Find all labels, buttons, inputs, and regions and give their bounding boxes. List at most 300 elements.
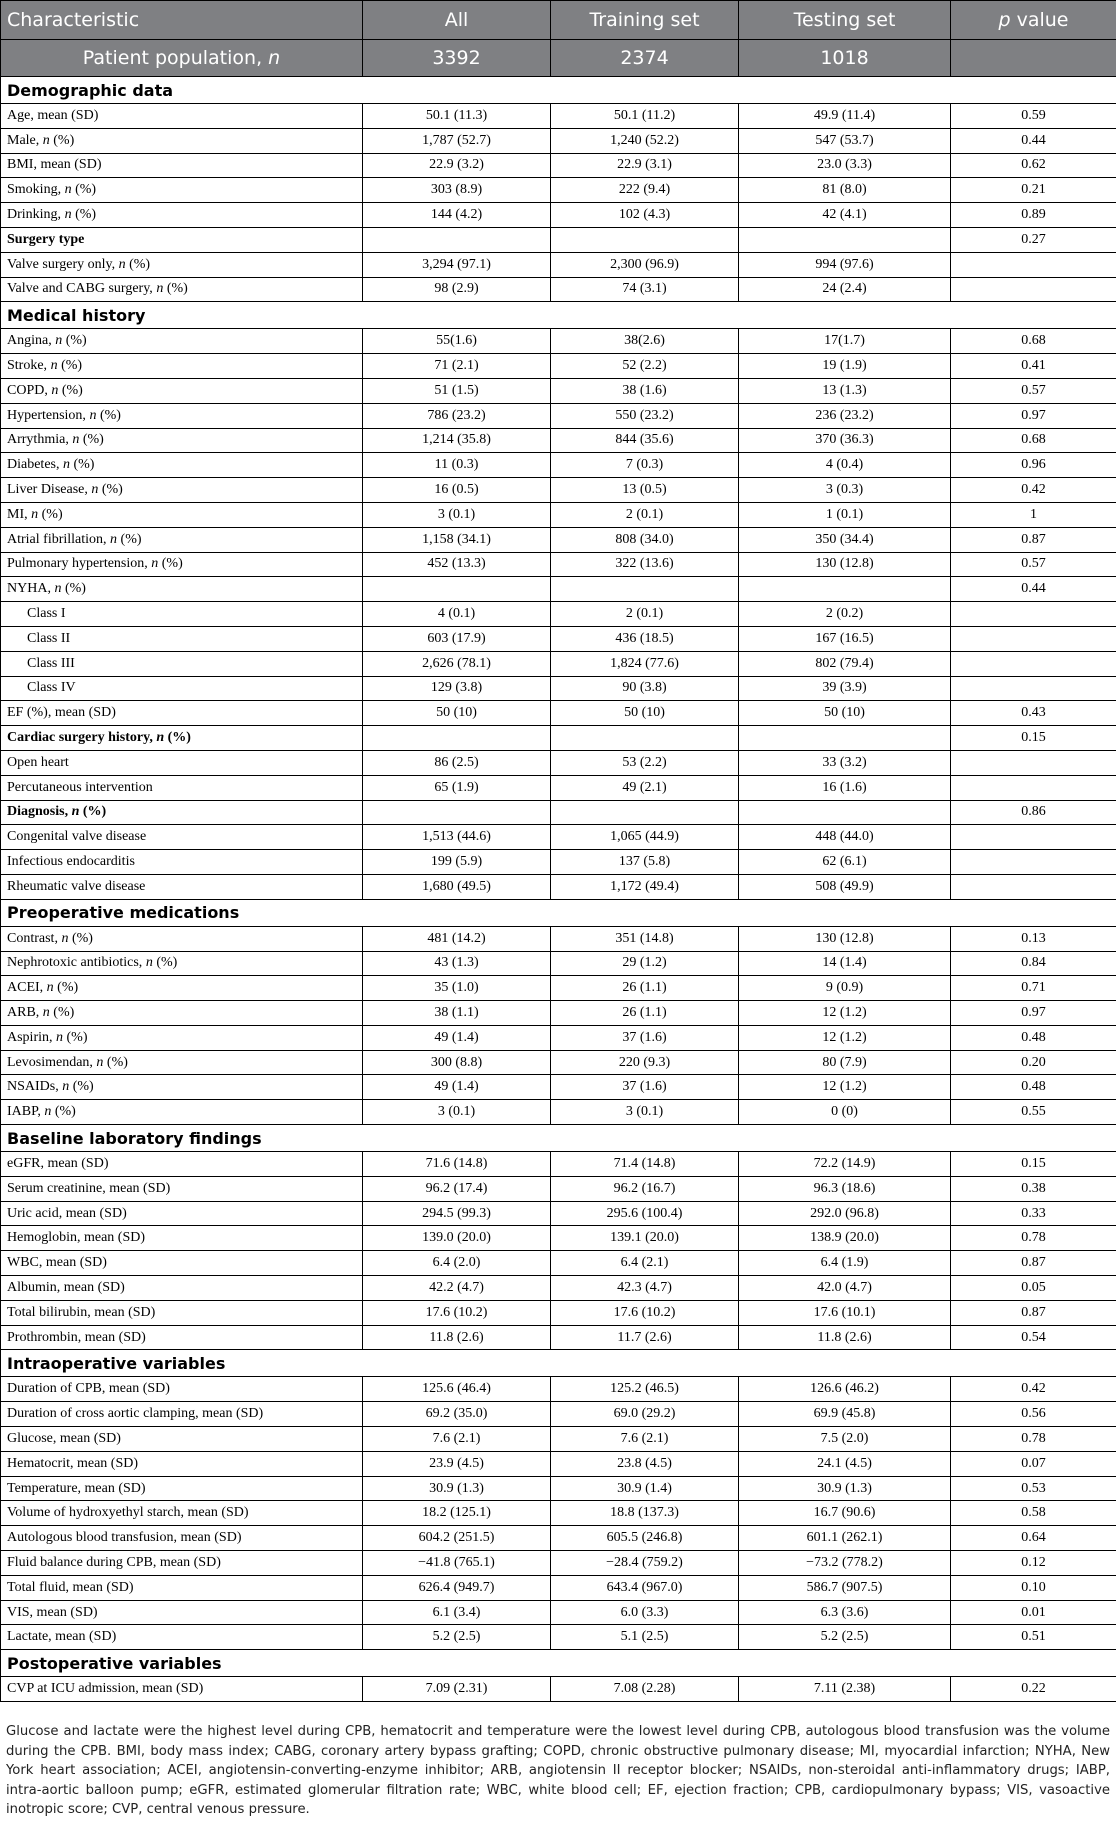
cell-testing: 39 (3.9) [739, 676, 951, 701]
table-row [1, 577, 1116, 602]
cell-p-value: 0.71 [951, 976, 1116, 1001]
cell-testing: 236 (23.2) [739, 403, 951, 428]
table-row [1, 1476, 1116, 1501]
population-row [1, 40, 1116, 77]
cell-all: 1,513 (44.6) [363, 825, 551, 850]
cell-all: 22.9 (3.2) [363, 153, 551, 178]
table-row [1, 874, 1116, 899]
row-label: Age, mean (SD) [1, 104, 363, 129]
row-label: Infectious endocarditis [1, 850, 363, 875]
cell-p-value: 0.86 [951, 800, 1116, 825]
cell-all: 17.6 (10.2) [363, 1300, 551, 1325]
cell-all: 786 (23.2) [363, 403, 551, 428]
cell-testing: 130 (12.8) [739, 926, 951, 951]
cell-all: 3 (0.1) [363, 502, 551, 527]
cell-training: 42.3 (4.7) [551, 1276, 739, 1301]
table-row [1, 1100, 1116, 1125]
cell-p-value: 0.42 [951, 1377, 1116, 1402]
table-row [1, 1600, 1116, 1625]
cell-p-value: 0.21 [951, 178, 1116, 203]
cell-p-value: 0.84 [951, 951, 1116, 976]
row-label: Temperature, mean (SD) [1, 1476, 363, 1501]
table-row [1, 277, 1116, 302]
row-label: Total bilirubin, mean (SD) [1, 1300, 363, 1325]
cell-testing: 601.1 (262.1) [739, 1526, 951, 1551]
table-row [1, 1451, 1116, 1476]
table-row [1, 552, 1116, 577]
row-label: NSAIDs, n (%) [1, 1075, 363, 1100]
table-row [1, 378, 1116, 403]
cell-all: 96.2 (17.4) [363, 1176, 551, 1201]
cell-all: 303 (8.9) [363, 178, 551, 203]
table-row [1, 1575, 1116, 1600]
cell-p-value: 0.33 [951, 1201, 1116, 1226]
cell-p-value: 0.97 [951, 403, 1116, 428]
cell-testing: 14 (1.4) [739, 951, 951, 976]
cell-testing: 13 (1.3) [739, 378, 951, 403]
cell-p-value: 0.48 [951, 1025, 1116, 1050]
cell-p-value: 0.15 [951, 1152, 1116, 1177]
cell-training: 2 (0.1) [551, 502, 739, 527]
cell-training: 22.9 (3.1) [551, 153, 739, 178]
table-row [1, 1402, 1116, 1427]
cell-training: 1,824 (77.6) [551, 651, 739, 676]
cell-training: 38(2.6) [551, 329, 739, 354]
cell-testing: 30.9 (1.3) [739, 1476, 951, 1501]
cell-testing [739, 800, 951, 825]
table-row [1, 1276, 1116, 1301]
cell-training: 808 (34.0) [551, 527, 739, 552]
row-label: Duration of cross aortic clamping, mean (SD) [1, 1402, 363, 1427]
row-label: Diagnosis, n (%) [1, 800, 363, 825]
cell-training: 30.9 (1.4) [551, 1476, 739, 1501]
table-row [1, 825, 1116, 850]
table-row [1, 1251, 1116, 1276]
row-label: EF (%), mean (SD) [1, 701, 363, 726]
cell-testing: 17(1.7) [739, 329, 951, 354]
cell-p-value: 0.96 [951, 453, 1116, 478]
table-row [1, 354, 1116, 379]
cell-all: 30.9 (1.3) [363, 1476, 551, 1501]
cell-p-value: 0.44 [951, 577, 1116, 602]
cell-p-value [951, 850, 1116, 875]
cell-p-value: 0.68 [951, 428, 1116, 453]
table-row [1, 750, 1116, 775]
section-row [1, 77, 1116, 104]
cell-training: 2 (0.1) [551, 602, 739, 627]
row-label: Smoking, n (%) [1, 178, 363, 203]
table-row [1, 775, 1116, 800]
cell-all: 139.0 (20.0) [363, 1226, 551, 1251]
cell-p-value [951, 750, 1116, 775]
table-row [1, 1176, 1116, 1201]
table-row [1, 203, 1116, 228]
cell-p-value [951, 626, 1116, 651]
row-label: Atrial fibrillation, n (%) [1, 527, 363, 552]
cell-p-value [951, 874, 1116, 899]
row-label: Prothrombin, mean (SD) [1, 1325, 363, 1350]
cell-all: 1,787 (52.7) [363, 128, 551, 153]
table-row [1, 1075, 1116, 1100]
cell-training: 69.0 (29.2) [551, 1402, 739, 1427]
row-label: Hemoglobin, mean (SD) [1, 1226, 363, 1251]
table-row [1, 1551, 1116, 1576]
cell-training: 605.5 (246.8) [551, 1526, 739, 1551]
cell-testing: 448 (44.0) [739, 825, 951, 850]
row-label: Valve and CABG surgery, n (%) [1, 277, 363, 302]
table-row [1, 1325, 1116, 1350]
cell-training: 74 (3.1) [551, 277, 739, 302]
table-row [1, 1526, 1116, 1551]
cell-p-value: 0.13 [951, 926, 1116, 951]
cell-testing: −73.2 (778.2) [739, 1551, 951, 1576]
cell-testing: 42.0 (4.7) [739, 1276, 951, 1301]
cell-all: 4 (0.1) [363, 602, 551, 627]
table-body [1, 77, 1116, 1702]
cell-all [363, 577, 551, 602]
table-row [1, 602, 1116, 627]
table-row [1, 1226, 1116, 1251]
cell-p-value: 0.87 [951, 1251, 1116, 1276]
cell-all: 300 (8.8) [363, 1050, 551, 1075]
cell-training: 37 (1.6) [551, 1075, 739, 1100]
row-label: Diabetes, n (%) [1, 453, 363, 478]
cell-p-value: 0.59 [951, 104, 1116, 129]
cell-training: 18.8 (137.3) [551, 1501, 739, 1526]
row-label: Congenital valve disease [1, 825, 363, 850]
cell-all: 49 (1.4) [363, 1025, 551, 1050]
cell-testing: 0 (0) [739, 1100, 951, 1125]
table-row [1, 926, 1116, 951]
cell-testing: 19 (1.9) [739, 354, 951, 379]
cell-p-value: 0.27 [951, 227, 1116, 252]
cell-testing: 24 (2.4) [739, 277, 951, 302]
cell-testing: 138.9 (20.0) [739, 1226, 951, 1251]
cell-training: 222 (9.4) [551, 178, 739, 203]
row-label: Albumin, mean (SD) [1, 1276, 363, 1301]
cell-testing: 17.6 (10.1) [739, 1300, 951, 1325]
row-label: Class III [1, 651, 363, 676]
cell-training: 643.4 (967.0) [551, 1575, 739, 1600]
cell-all: 50 (10) [363, 701, 551, 726]
cell-p-value: 0.78 [951, 1427, 1116, 1452]
section-row [1, 899, 1116, 926]
cell-all: 42.2 (4.7) [363, 1276, 551, 1301]
row-label: Class II [1, 626, 363, 651]
cell-p-value: 0.55 [951, 1100, 1116, 1125]
cell-testing: 62 (6.1) [739, 850, 951, 875]
row-label: Class I [1, 602, 363, 627]
cell-all: 125.6 (46.4) [363, 1377, 551, 1402]
cell-all: 7.09 (2.31) [363, 1677, 551, 1702]
cell-p-value: 0.44 [951, 128, 1116, 153]
row-label: Hypertension, n (%) [1, 403, 363, 428]
row-label: Hematocrit, mean (SD) [1, 1451, 363, 1476]
cell-training: 322 (13.6) [551, 552, 739, 577]
cell-testing: 96.3 (18.6) [739, 1176, 951, 1201]
cell-all: 129 (3.8) [363, 676, 551, 701]
cell-training: 13 (0.5) [551, 478, 739, 503]
table-row [1, 1001, 1116, 1026]
cell-testing: 130 (12.8) [739, 552, 951, 577]
cell-p-value: 0.57 [951, 552, 1116, 577]
row-label: Drinking, n (%) [1, 203, 363, 228]
cell-testing [739, 577, 951, 602]
cell-p-value: 0.05 [951, 1276, 1116, 1301]
cell-training: 37 (1.6) [551, 1025, 739, 1050]
row-label: Surgery type [1, 227, 363, 252]
cell-testing: 586.7 (907.5) [739, 1575, 951, 1600]
cell-all: 481 (14.2) [363, 926, 551, 951]
row-label: Autologous blood transfusion, mean (SD) [1, 1526, 363, 1551]
table-row [1, 403, 1116, 428]
row-label: Rheumatic valve disease [1, 874, 363, 899]
population-label: Patient population, n [1, 40, 363, 77]
table-row [1, 1377, 1116, 1402]
cell-p-value: 0.10 [951, 1575, 1116, 1600]
header-training-set: Training set [551, 1, 739, 40]
table-row [1, 951, 1116, 976]
cell-p-value: 0.87 [951, 527, 1116, 552]
cell-p-value: 0.53 [951, 1476, 1116, 1501]
header-characteristic: Characteristic [1, 1, 363, 40]
population-testing: 1018 [739, 40, 951, 77]
cell-training: 550 (23.2) [551, 403, 739, 428]
cell-testing: 50 (10) [739, 701, 951, 726]
cell-training: 137 (5.8) [551, 850, 739, 875]
table-row [1, 104, 1116, 129]
cell-p-value [951, 252, 1116, 277]
row-label: Cardiac surgery history, n (%) [1, 726, 363, 751]
cell-all: 51 (1.5) [363, 378, 551, 403]
cell-testing: 5.2 (2.5) [739, 1625, 951, 1650]
table-row [1, 1025, 1116, 1050]
row-label: Contrast, n (%) [1, 926, 363, 951]
cell-p-value [951, 277, 1116, 302]
section-title: Medical history [1, 302, 1116, 329]
row-label: Class IV [1, 676, 363, 701]
cell-p-value: 0.43 [951, 701, 1116, 726]
row-label: ARB, n (%) [1, 1001, 363, 1026]
cell-training: 53 (2.2) [551, 750, 739, 775]
cell-training: 71.4 (14.8) [551, 1152, 739, 1177]
cell-all: 69.2 (35.0) [363, 1402, 551, 1427]
table-row [1, 428, 1116, 453]
table-row [1, 252, 1116, 277]
population-all: 3392 [363, 40, 551, 77]
cell-p-value: 0.12 [951, 1551, 1116, 1576]
cell-training: 1,240 (52.2) [551, 128, 739, 153]
section-title: Intraoperative variables [1, 1350, 1116, 1377]
cell-p-value [951, 775, 1116, 800]
cell-training: 23.8 (4.5) [551, 1451, 739, 1476]
cell-all: 626.4 (949.7) [363, 1575, 551, 1600]
cell-p-value: 0.20 [951, 1050, 1116, 1075]
table-row [1, 976, 1116, 1001]
cell-testing: 72.2 (14.9) [739, 1152, 951, 1177]
cell-all [363, 227, 551, 252]
cell-all: 2,626 (78.1) [363, 651, 551, 676]
cell-training: 295.6 (100.4) [551, 1201, 739, 1226]
cell-testing: 81 (8.0) [739, 178, 951, 203]
cell-all: 71.6 (14.8) [363, 1152, 551, 1177]
section-row [1, 1350, 1116, 1377]
row-label: BMI, mean (SD) [1, 153, 363, 178]
table-row [1, 1427, 1116, 1452]
cell-training: 220 (9.3) [551, 1050, 739, 1075]
cell-training: 436 (18.5) [551, 626, 739, 651]
cell-p-value: 0.22 [951, 1677, 1116, 1702]
cell-testing: 350 (34.4) [739, 527, 951, 552]
cell-all: 5.2 (2.5) [363, 1625, 551, 1650]
cell-all [363, 726, 551, 751]
cell-testing: 42 (4.1) [739, 203, 951, 228]
cell-testing: 126.6 (46.2) [739, 1377, 951, 1402]
cell-p-value: 0.01 [951, 1600, 1116, 1625]
cell-testing: 16 (1.6) [739, 775, 951, 800]
table-row [1, 527, 1116, 552]
row-label: Uric acid, mean (SD) [1, 1201, 363, 1226]
cell-testing: 994 (97.6) [739, 252, 951, 277]
cell-training: 50 (10) [551, 701, 739, 726]
cell-testing: 370 (36.3) [739, 428, 951, 453]
cell-training: 96.2 (16.7) [551, 1176, 739, 1201]
section-row [1, 302, 1116, 329]
section-title: Baseline laboratory findings [1, 1125, 1116, 1152]
cell-p-value: 0.15 [951, 726, 1116, 751]
cell-all [363, 800, 551, 825]
cell-training: 7.08 (2.28) [551, 1677, 739, 1702]
cell-p-value: 0.78 [951, 1226, 1116, 1251]
cell-p-value: 0.42 [951, 478, 1116, 503]
cell-p-value: 0.62 [951, 153, 1116, 178]
header-p-value: p value [951, 1, 1116, 40]
row-label: NYHA, n (%) [1, 577, 363, 602]
cell-testing: 69.9 (45.8) [739, 1402, 951, 1427]
cell-training: 26 (1.1) [551, 1001, 739, 1026]
row-label: Lactate, mean (SD) [1, 1625, 363, 1650]
row-label: Male, n (%) [1, 128, 363, 153]
cell-p-value: 0.48 [951, 1075, 1116, 1100]
row-label: IABP, n (%) [1, 1100, 363, 1125]
row-label: Duration of CPB, mean (SD) [1, 1377, 363, 1402]
population-training: 2374 [551, 40, 739, 77]
cell-testing: 33 (3.2) [739, 750, 951, 775]
table-row [1, 701, 1116, 726]
cell-p-value: 0.68 [951, 329, 1116, 354]
cell-p-value: 0.56 [951, 1402, 1116, 1427]
cell-p-value: 0.41 [951, 354, 1116, 379]
cell-testing: 9 (0.9) [739, 976, 951, 1001]
row-label: Angina, n (%) [1, 329, 363, 354]
cell-testing [739, 227, 951, 252]
header-row [1, 1, 1116, 40]
cell-all: 3 (0.1) [363, 1100, 551, 1125]
cell-training: 2,300 (96.9) [551, 252, 739, 277]
cell-p-value: 0.57 [951, 378, 1116, 403]
cell-all: 65 (1.9) [363, 775, 551, 800]
cell-p-value: 1 [951, 502, 1116, 527]
cell-training [551, 577, 739, 602]
row-label: MI, n (%) [1, 502, 363, 527]
cell-testing: 12 (1.2) [739, 1001, 951, 1026]
header-testing-set: Testing set [739, 1, 951, 40]
row-label: Nephrotoxic antibiotics, n (%) [1, 951, 363, 976]
cell-testing: 4 (0.4) [739, 453, 951, 478]
row-label: Fluid balance during CPB, mean (SD) [1, 1551, 363, 1576]
cell-all: 50.1 (11.3) [363, 104, 551, 129]
cell-p-value: 0.89 [951, 203, 1116, 228]
cell-all: 452 (13.3) [363, 552, 551, 577]
cell-testing: 292.0 (96.8) [739, 1201, 951, 1226]
table-row [1, 651, 1116, 676]
row-label: ACEI, n (%) [1, 976, 363, 1001]
table-row [1, 1152, 1116, 1177]
table-row [1, 1050, 1116, 1075]
table-row [1, 153, 1116, 178]
cell-p-value [951, 602, 1116, 627]
cell-testing: 167 (16.5) [739, 626, 951, 651]
cell-testing: 49.9 (11.4) [739, 104, 951, 129]
cell-all: 23.9 (4.5) [363, 1451, 551, 1476]
cell-testing: 12 (1.2) [739, 1075, 951, 1100]
row-label: Total fluid, mean (SD) [1, 1575, 363, 1600]
cell-p-value: 0.64 [951, 1526, 1116, 1551]
cell-testing: 80 (7.9) [739, 1050, 951, 1075]
table-row [1, 1201, 1116, 1226]
cell-all: 7.6 (2.1) [363, 1427, 551, 1452]
cell-p-value: 0.07 [951, 1451, 1116, 1476]
table-row [1, 178, 1116, 203]
table-row [1, 478, 1116, 503]
row-label: COPD, n (%) [1, 378, 363, 403]
section-row [1, 1650, 1116, 1677]
cell-training: 1,065 (44.9) [551, 825, 739, 850]
cell-training: 125.2 (46.5) [551, 1377, 739, 1402]
cell-all: 98 (2.9) [363, 277, 551, 302]
cell-all: 6.4 (2.0) [363, 1251, 551, 1276]
cell-training: 139.1 (20.0) [551, 1226, 739, 1251]
row-label: Volume of hydroxyethyl starch, mean (SD) [1, 1501, 363, 1526]
table-row [1, 128, 1116, 153]
cell-all: 604.2 (251.5) [363, 1526, 551, 1551]
cell-all: 603 (17.9) [363, 626, 551, 651]
cell-all: 49 (1.4) [363, 1075, 551, 1100]
cell-all: −41.8 (765.1) [363, 1551, 551, 1576]
cell-training: 3 (0.1) [551, 1100, 739, 1125]
population-p [951, 40, 1116, 77]
cell-testing: 2 (0.2) [739, 602, 951, 627]
cell-training: 17.6 (10.2) [551, 1300, 739, 1325]
cell-p-value [951, 676, 1116, 701]
section-row [1, 1125, 1116, 1152]
cell-all: 1,680 (49.5) [363, 874, 551, 899]
cell-all: 38 (1.1) [363, 1001, 551, 1026]
cell-all: 6.1 (3.4) [363, 1600, 551, 1625]
row-label: Liver Disease, n (%) [1, 478, 363, 503]
cell-training: 50.1 (11.2) [551, 104, 739, 129]
table-row [1, 1677, 1116, 1702]
cell-all: 43 (1.3) [363, 951, 551, 976]
cell-p-value: 0.54 [951, 1325, 1116, 1350]
row-label: Stroke, n (%) [1, 354, 363, 379]
row-label: Serum creatinine, mean (SD) [1, 1176, 363, 1201]
row-label: Percutaneous intervention [1, 775, 363, 800]
cell-testing: 508 (49.9) [739, 874, 951, 899]
cell-training: 90 (3.8) [551, 676, 739, 701]
cell-all: 199 (5.9) [363, 850, 551, 875]
row-label: Glucose, mean (SD) [1, 1427, 363, 1452]
